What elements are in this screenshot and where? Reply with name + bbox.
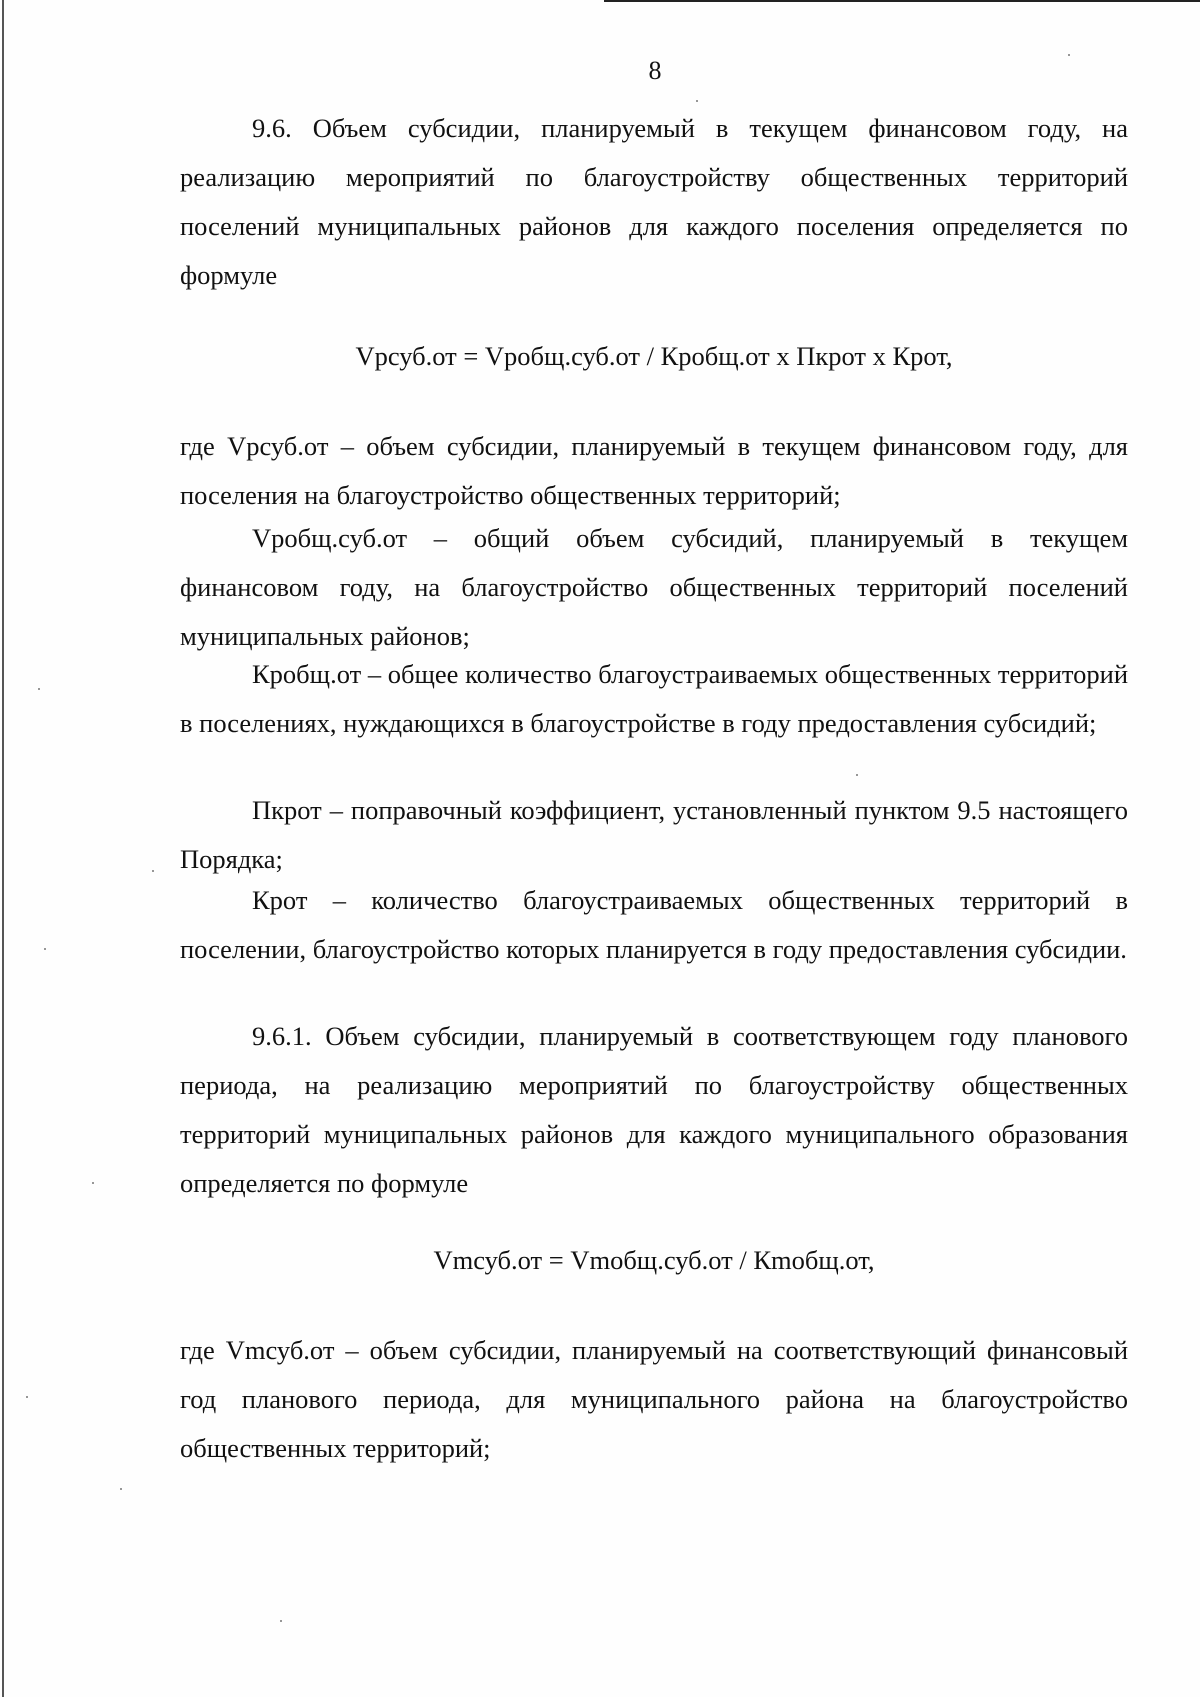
- scan-speck: [152, 870, 154, 872]
- scan-speck: [280, 1620, 282, 1622]
- scan-speck: [92, 1182, 94, 1184]
- scan-speck: [1068, 54, 1070, 56]
- scan-speck: [120, 1488, 122, 1490]
- scan-edge-top: [604, 0, 1200, 2]
- paragraph-definition-kpobshch: Кpобщ.от – общее количество благоустраиваемых общественных территорий в поселениях, нуждающихся в благоустройстве в году предоставления субсидий;: [180, 659, 1128, 738]
- paragraph-9-6-1: 9.6.1. Объем субсидии, планируемый в соответствующем году планового периода, на реализацию мероприятий по благоустройству общественных территорий муниципальных районов для каждого муниципального образования определяется по формуле: [180, 1021, 1128, 1198]
- scan-speck: [26, 1396, 28, 1398]
- paragraph-definition-vpobshch: Vpобщ.суб.от – общий объем субсидий, планируемый в текущем финансовом году, на благоустройство общественных территорий поселений муниципальных районов;: [180, 523, 1128, 651]
- formula-vp: Vpсуб.от = Vpобщ.суб.от / Кpобщ.от х Пкpот х Кpот,: [355, 341, 953, 371]
- formula-vm: Vmсуб.от = Vmобщ.суб.от / Кmобщ.от,: [433, 1245, 875, 1275]
- scan-speck: [856, 774, 858, 776]
- paragraph-definition-kpot: Кpот – количество благоустраиваемых общественных территорий в поселении, благоустройство которых планируется в году предоставления субсидии.: [180, 885, 1128, 964]
- paragraph-9-6: 9.6. Объем субсидии, планируемый в текущем финансовом году, на реализацию мероприятий по благоустройству общественных территорий поселений муниципальных районов для каждого поселения определяется по формуле: [180, 113, 1128, 290]
- paragraph-definition-pkpot: Пкpот – поправочный коэффициент, установленный пунктом 9.5 настоящего Порядка;: [180, 795, 1128, 874]
- scan-speck: [696, 100, 698, 102]
- page-number: 8: [648, 56, 662, 85]
- scan-speck: [44, 948, 46, 950]
- paragraph-definition-vp: где Vpсуб.от – объем субсидии, планируемый в текущем финансовом году, для поселения на благоустройство общественных территорий;: [180, 431, 1128, 510]
- scan-speck: [38, 688, 40, 690]
- scan-edge-left: [2, 0, 4, 1697]
- paragraph-definition-vm: где Vmсуб.от – объем субсидии, планируемый на соответствующий финансовый год планового периода, для муниципального района на благоустройство общественных территорий;: [180, 1335, 1128, 1463]
